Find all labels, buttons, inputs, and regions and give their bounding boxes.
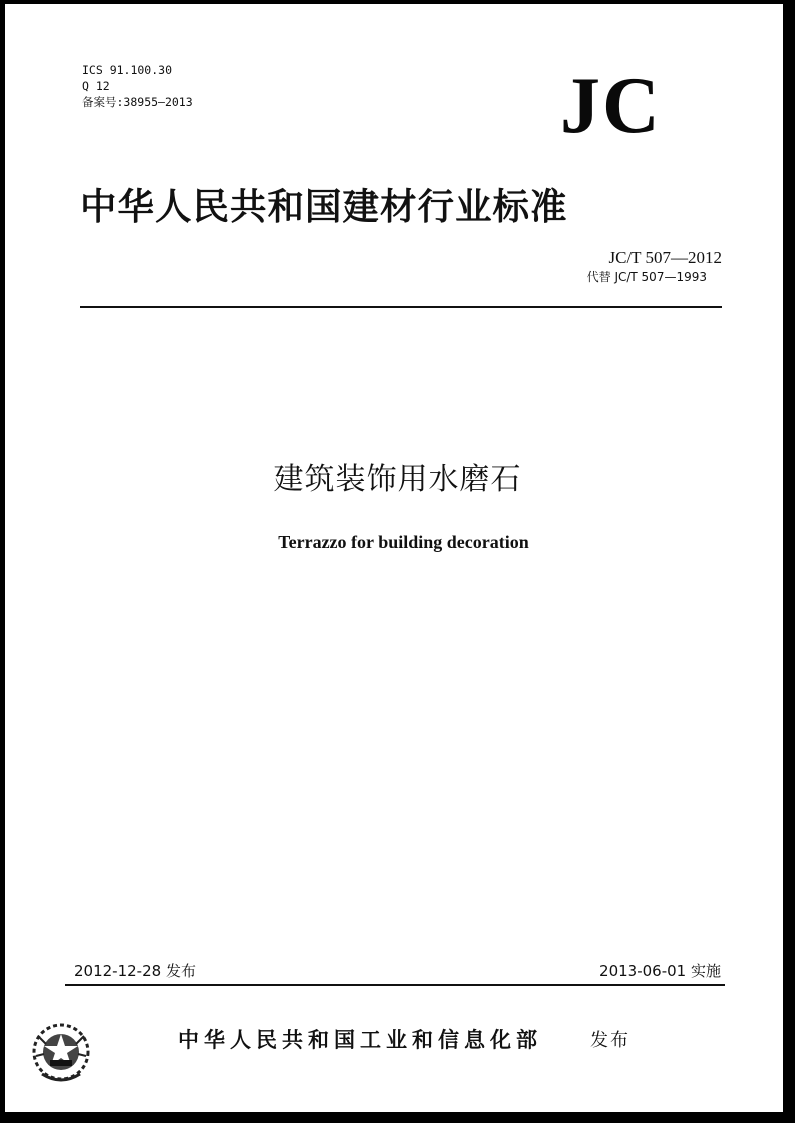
standard-category-title: 中华人民共和国建材行业标准 xyxy=(80,185,568,228)
issue-date: 2012-12-28 发布 xyxy=(74,962,196,980)
ics-code: ICS 91.100.30 xyxy=(82,63,173,77)
issuing-authority: 中华人民共和国工业和信息化部 xyxy=(178,1028,542,1052)
implementation-date: 2013-06-01 实施 xyxy=(599,962,721,980)
classification-block xyxy=(82,62,193,110)
scan-border xyxy=(783,0,795,1123)
standard-code: JC/T 507—2012 xyxy=(608,248,722,267)
filing-number: 备案号:38955—2013 xyxy=(82,95,193,109)
national-emblem-icon xyxy=(28,1016,94,1088)
document-title-chinese: 建筑装饰用水磨石 xyxy=(273,462,522,497)
footer-divider xyxy=(65,984,725,986)
jc-logo: JC xyxy=(560,62,662,150)
document-title-english: Terrazzo for building decoration xyxy=(278,532,529,552)
document-page xyxy=(5,4,783,1112)
ccs-code: Q 12 xyxy=(82,79,110,93)
replaces-standard: 代替 JC/T 507—1993 xyxy=(586,270,707,284)
header-divider xyxy=(80,306,722,308)
issuer-action-label: 发布 xyxy=(590,1030,630,1051)
